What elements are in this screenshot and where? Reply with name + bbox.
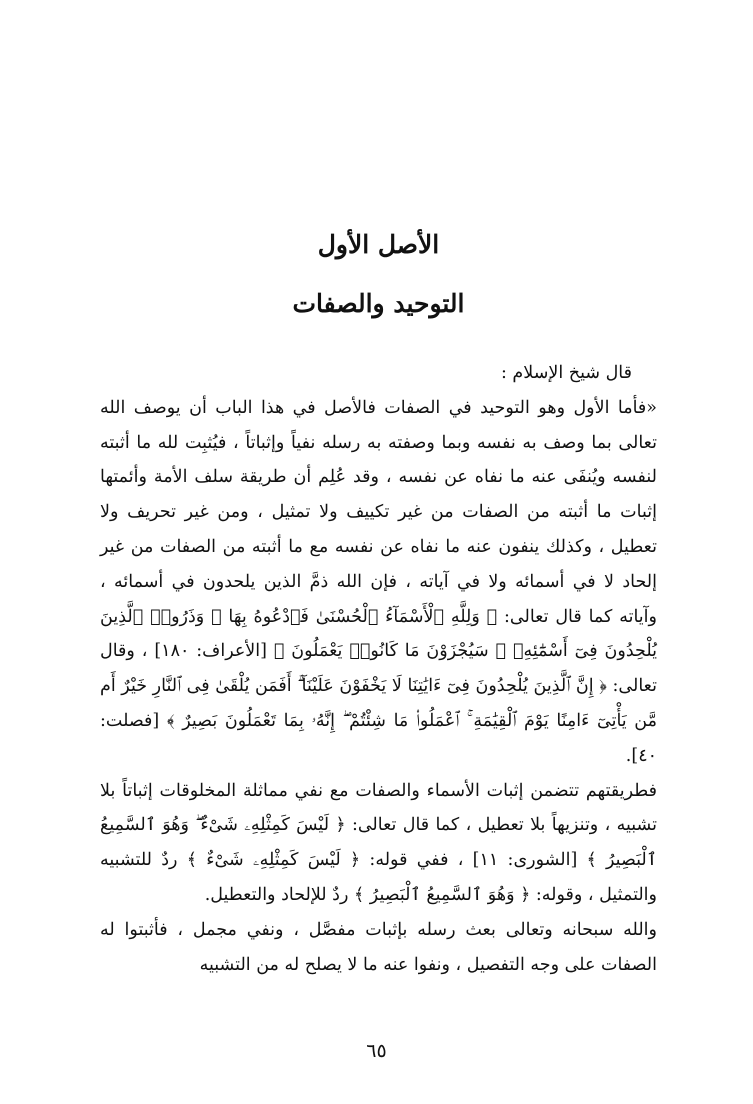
chapter-subtitle: التوحيد والصفات [292, 289, 465, 318]
intro-line: قال شيخ الإسلام : [500, 363, 632, 383]
chapter-title: الأصل الأول [317, 230, 440, 259]
paragraph-3: والله سبحانه وتعالى بعث رسله بإثبات مفصَّل ، ونفي مجمل ، فأثبتوا له الصفات على وجه التفصيل ، ونفوا عنه ما لا يصلح له من التشبيه [100, 919, 657, 975]
body-text [100, 356, 657, 982]
page-number: ٦٥ [366, 1040, 387, 1062]
paragraph-2: فطريقتهم تتضمن إثبات الأسماء والصفات مع نفي مماثلة المخلوقات إثباتاً بلا تشبيه ، وتنزيهاً بلا تعطيل ، كما قال تعالى: ﴿ لَيْسَ كَمِثْلِهِۦ شَىْءٌ ۖ وَهُوَ ٱلسَّمِيعُ ٱلْبَصِيرُ ﴾ [الشورى: ١١] ، ففي قوله: ﴿ لَيْسَ كَمِثْلِهِۦ شَىْءٌ ﴾ ردٌ للتشبيه والتمثيل ، وقوله: ﴿ وَهُوَ ٱلسَّمِيعُ ٱلْبَصِيرُ ﴾ ردٌ للإلحاد والتعطيل. [100, 780, 658, 905]
paragraph-1: «فأما الأول وهو التوحيد في الصفات فالأصل في هذا الباب أن يوصف الله تعالى بما وصف به نفسه وبما وصفته به رسله نفياً وإثباتاً ، فيُثبِت لله ما أثبته لنفسه ويُنفَى عنه ما نفاه عن نفسه ، وقد عُلِم أن طريقة سلف الأمة وأئمتها إثبات ما أثبته من الصفات من غير تكييف ولا تمثيل ، ومن غير تحريف ولا تعطيل ، وكذلك ينفون عنه ما نفاه عن نفسه مع ما أثبته من الصفات من غير إلحاد لا في أسمائه ولا في آياته ، فإن الله ذمَّ الذين يلحدون في أسمائه ، وآياته كما قال تعالى: ﴿ وَلِلَّهِ ٱلْأَسْمَآءُ ٱلْحُسْنَىٰ فَٱدْعُوهُ بِهَا ۖ وَذَرُوا۟ ٱلَّذِينَ يُلْحِدُونَ فِىٓ أَسْمَٰٓئِهِۦ ۚ سَيُجْزَوْنَ مَا كَانُوا۟ يَعْمَلُونَ ﴾ [الأعراف: ١٨٠] ، وقال تعالى: ﴿ إِنَّ ٱلَّذِينَ يُلْحِدُونَ فِىٓ ءَايَٰتِنَا لَا يَخْفَوْنَ عَلَيْنَآ ۗ أَفَمَن يُلْقَىٰ فِى ٱلنَّارِ خَيْرٌ أَم مَّن يَأْتِىٓ ءَامِنًا يَوْمَ ٱلْقِيَٰمَةِ ۚ ٱعْمَلُوا۟ مَا شِئْتُمْ ۖ إِنَّهُۥ بِمَا تَعْمَلُونَ بَصِيرٌ ﴾ [فصلت: ٤٠]. [100, 397, 657, 766]
